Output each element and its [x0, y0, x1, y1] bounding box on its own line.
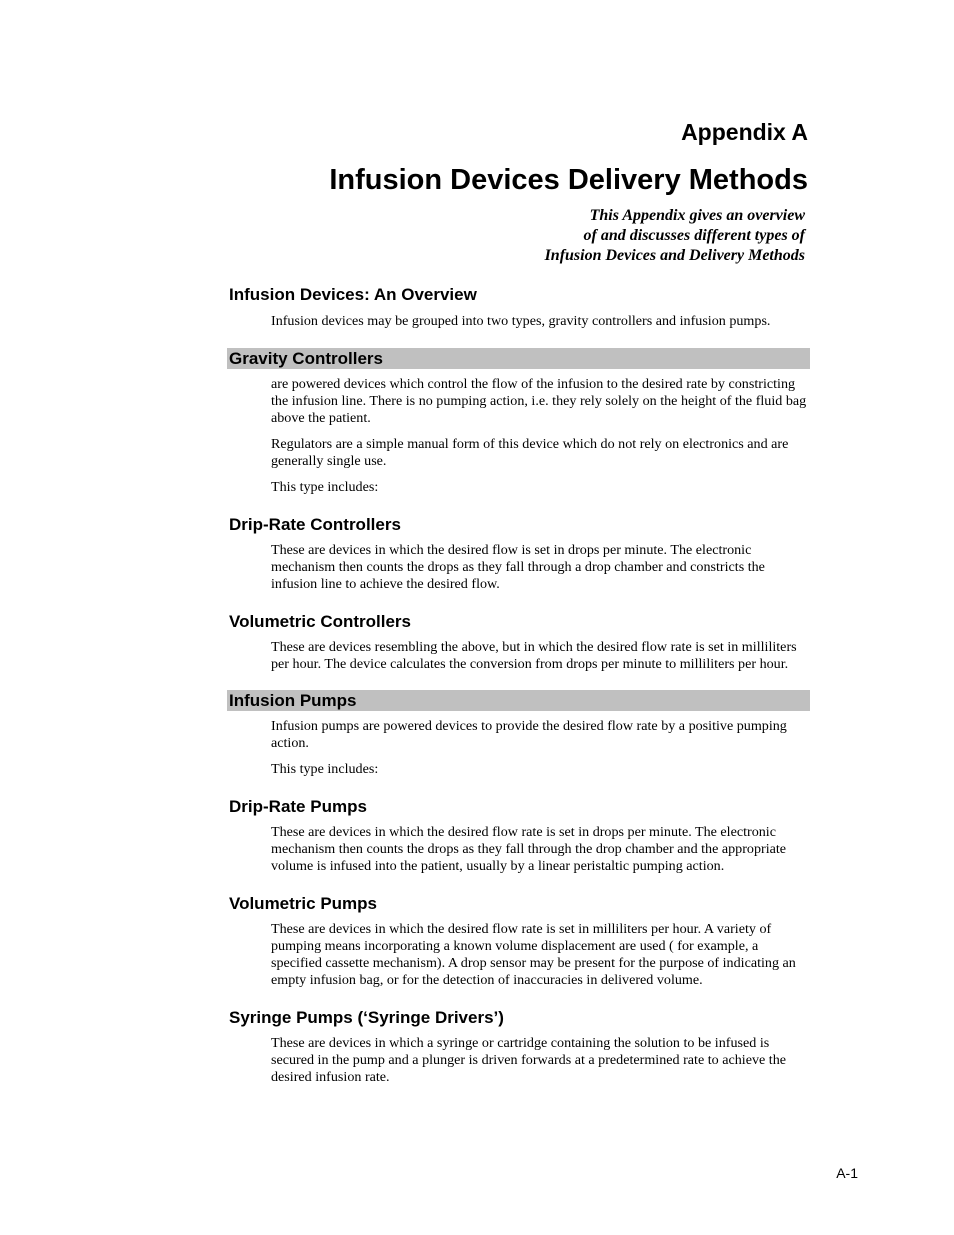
- section-heading-volumetric-pumps: Volumetric Pumps: [229, 894, 377, 913]
- chapter-intro-line: This Appendix gives an overview: [589, 207, 805, 224]
- page-number: A-1: [836, 1165, 858, 1181]
- section-heading-drip-rate-pumps: Drip-Rate Pumps: [229, 797, 367, 816]
- paragraph: Infusion devices may be grouped into two types, gravity controllers and infusion pumps.: [271, 313, 771, 329]
- chapter-intro-line: Infusion Devices and Delivery Methods: [544, 247, 805, 264]
- chapter-intro: [545, 206, 805, 266]
- paragraph: Infusion pumps are powered devices to provide the desired flow rate by a positive pumping action.: [271, 718, 787, 751]
- paragraph: These are devices in which the desired flow rate is set in drops per minute. The electronic mechanism then counts the drops as they fall through the drop chamber and the appropriate volume is infused into the patient, usually by a linear peristaltic pumping action.: [271, 824, 787, 874]
- appendix-label: Appendix A: [681, 119, 808, 145]
- paragraph: These are devices in which the desired flow is set in drops per minute. The electronic mechanism then counts the drops as they fall through a drop chamber and constricts the infusion line to achieve the desired flow.: [271, 542, 765, 592]
- section-heading-drip-rate-controllers: Drip-Rate Controllers: [229, 515, 401, 534]
- chapter-intro-line: of and discusses different types of: [583, 227, 805, 244]
- section-heading-overview: Infusion Devices: An Overview: [229, 285, 477, 304]
- section-heading-infusion-pumps: Infusion Pumps: [227, 690, 810, 711]
- paragraph: These are devices in which a syringe or cartridge containing the solution to be infused is secured in the pump and a plunger is driven forwards at a predetermined rate to achieve the desired infusion rate.: [271, 1035, 786, 1085]
- section-heading-gravity-controllers: Gravity Controllers: [227, 348, 810, 369]
- section-heading-syringe-pumps: Syringe Pumps (‘Syringe Drivers’): [229, 1008, 504, 1027]
- document-body: [228, 284, 810, 1086]
- paragraph: This type includes:: [271, 761, 379, 777]
- paragraph: These are devices in which the desired flow rate is set in milliliters per hour. A variety of pumping means incorporating a known volume displacement are used ( for example, a specified cassette mechanism). A drop sensor may be present for the purpose of indicating an empty infusion bag, or for the detection of inaccuracies in delivered volume.: [271, 921, 796, 988]
- paragraph: are powered devices which control the flow of the infusion to the desired rate by constricting the infusion line. There is no pumping action, i.e. they rely solely on the height of the fluid bag above the patient.: [271, 376, 807, 426]
- paragraph: These are devices resembling the above, but in which the desired flow rate is set in milliliters per hour. The device calculates the conversion from drops per minute to milliliters per hour.: [271, 639, 797, 672]
- page-title: Infusion Devices Delivery Methods: [329, 164, 808, 196]
- section-heading-volumetric-controllers: Volumetric Controllers: [229, 612, 411, 631]
- paragraph: This type includes:: [271, 479, 379, 495]
- paragraph: Regulators are a simple manual form of this device which do not rely on electronics and are generally single use.: [271, 436, 789, 469]
